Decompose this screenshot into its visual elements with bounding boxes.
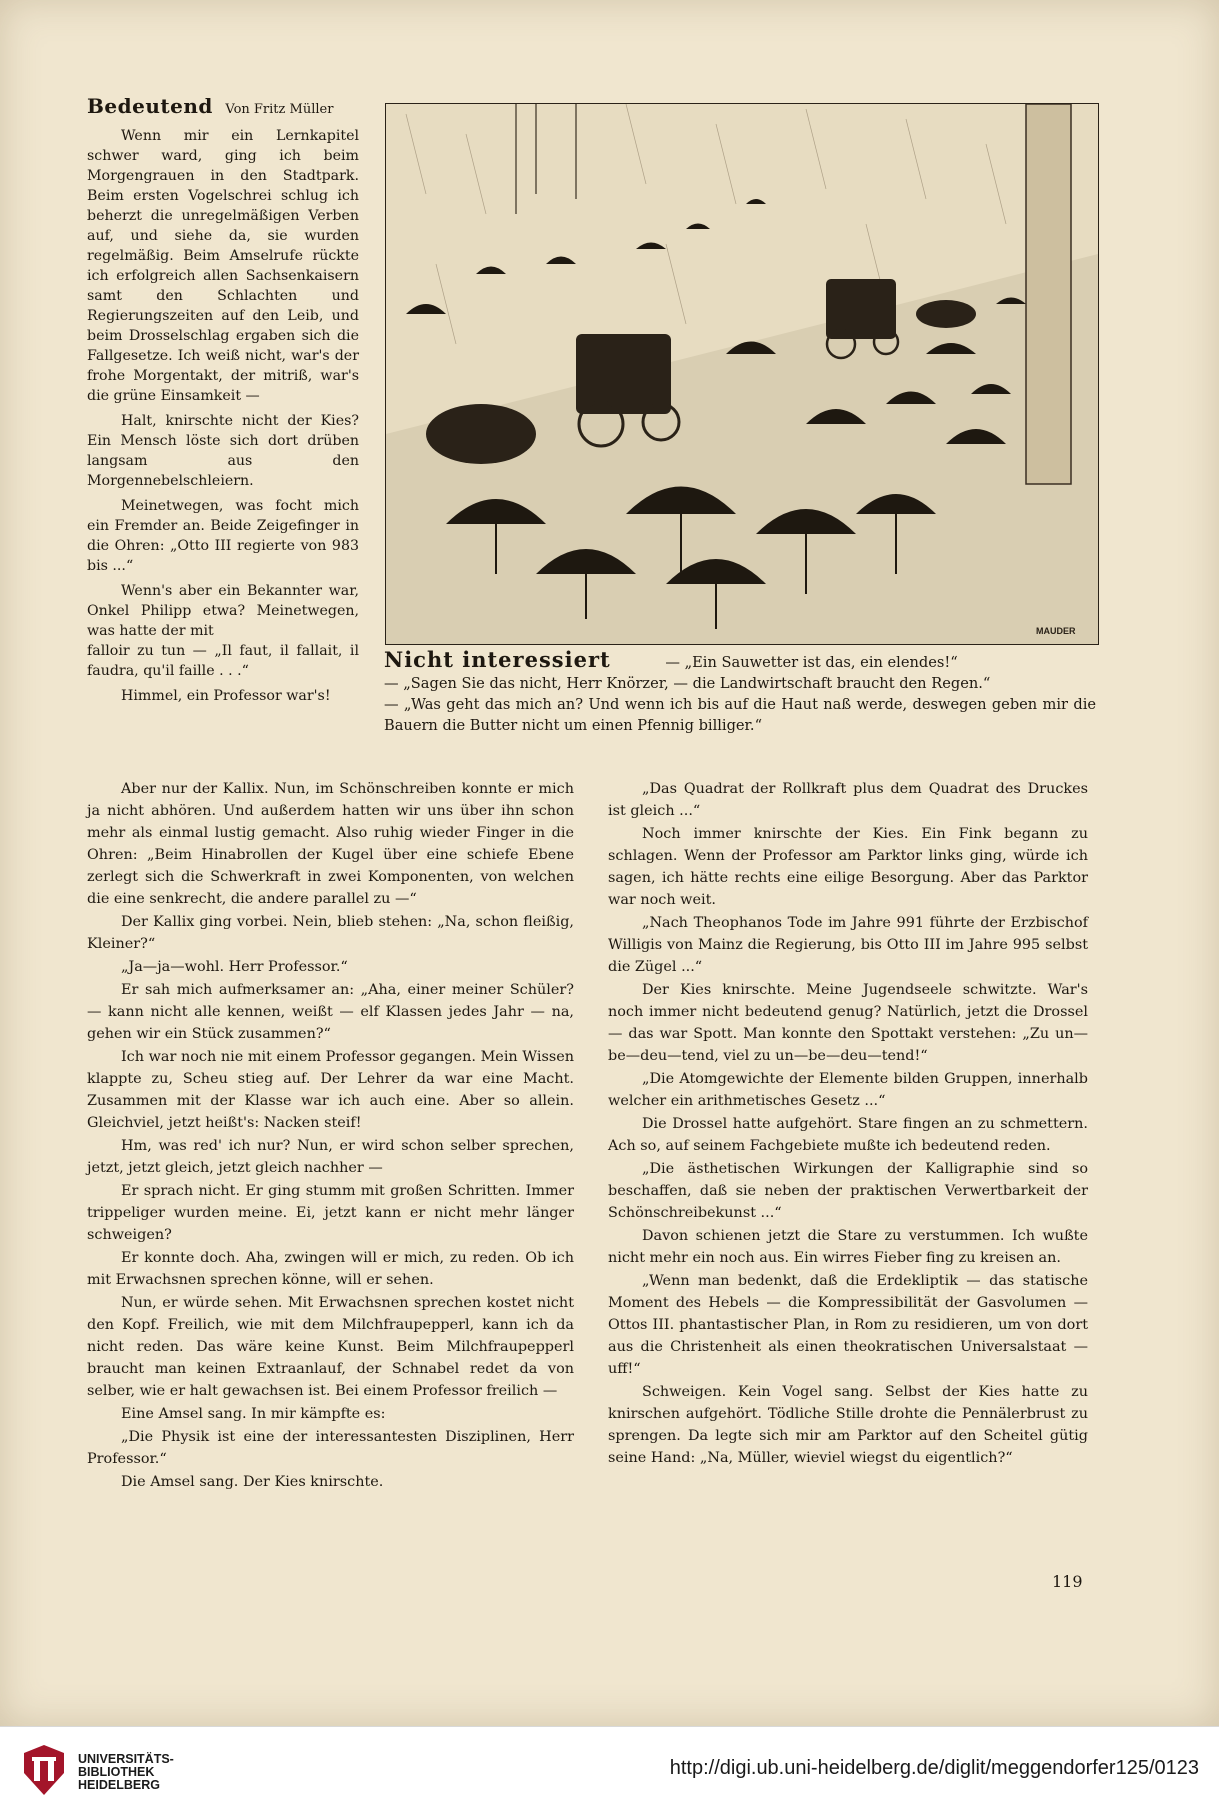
logo-line: BIBLIOTHEK bbox=[78, 1765, 155, 1779]
article-title: Bedeutend bbox=[87, 94, 213, 118]
rain-street-illustration bbox=[385, 103, 1099, 645]
caption-first-line bbox=[384, 649, 1096, 673]
caption-line: — „Sagen Sie das nicht, Herr Knörzer, — die Landwirtschaft braucht den Regen.“ bbox=[384, 675, 991, 692]
left-paragraph: Der Kallix ging vorbei. Nein, blieb stehen: „Na, schon fleißig, Kleiner?“ bbox=[87, 914, 574, 952]
permalink-url[interactable]: http://digi.ub.uni-heidelberg.de/diglit/meggendorfer125/0123 bbox=[669, 1757, 1199, 1779]
right-paragraph: Davon schienen jetzt die Stare zu verstummen. Ich wußte nicht mehr ein noch aus. Ein wirres Fieber fing zu kreisen an. bbox=[608, 1228, 1088, 1266]
left-paragraph: Eine Amsel sang. In mir kämpfte es: bbox=[121, 1406, 386, 1422]
illustration-caption bbox=[384, 649, 1096, 736]
intro-paragraph: falloir zu tun — „Il faut, il fallait, il faudra, qu'il faille . . .“ bbox=[87, 643, 359, 679]
intro-paragraph: Wenn's aber ein Bekannter war, Onkel Philipp etwa? Meinetwegen, was hatte der mit bbox=[87, 583, 359, 639]
rainy-street-umbrellas-illustration bbox=[386, 104, 1098, 644]
left-paragraph: „Die Physik ist eine der interessantesten Disziplinen, Herr Professor.“ bbox=[87, 1429, 574, 1467]
right-paragraph: „Wenn man bedenkt, daß die Erdekliptik — das statische Moment des Hebels — die Kompressibilität der Gasvolumen — Ottos III. phantastischer Plan, in Rom zu residieren, um von dort aus die Christenheit als einen theokratischen Universalstaat — uff!“ bbox=[608, 1273, 1088, 1377]
right-paragraph: „Die Atomgewichte der Elemente bilden Gruppen, innerhalb welcher ein arithmetisches Gesetz ...“ bbox=[608, 1071, 1088, 1109]
right-paragraph: Der Kies knirschte. Meine Jugendseele schwitzte. War's noch immer nicht bedeutend genug? Natürlich, jetzt die Drossel — das war Spott. Man konnte den Spottakt verstehen: „Zu un—be—deu—tend, viel zu un—be—deu—tend!“ bbox=[608, 982, 1088, 1064]
left-paragraph: Ich war noch nie mit einem Professor gegangen. Mein Wissen klappte zu, Scheu stieg auf. Der Lehrer da war eine Macht. Zusammen mit der Klasse war ich auch eine. Aber so allein. Gleichviel, jetzt heißt's: Nacken steif! bbox=[87, 1049, 574, 1131]
logo-line: UNIVERSITÄTS- bbox=[78, 1752, 174, 1766]
article-left-column bbox=[87, 778, 574, 1494]
intro-paragraph: Wenn mir ein Lernkapitel schwer ward, ging ich beim Morgengrauen in den Stadtpark. Beim ersten Vogelschrei schlug ich beherzt die unregelmäßigen Verben auf, und siehe da, sie wurden regelmäßig. Beim Amselrufe rückte ich erfolgreich allen Sachsenkaisern samt den Schlachten und Regierungszeiten auf den Leib, und beim Drosselschlag ergaben sich die Fallgesetze. Ich weiß nicht, war's der frohe Morgentakt, der mitriß, war's die grüne Einsamkeit — bbox=[87, 128, 359, 404]
left-paragraph: Er konnte doch. Aha, zwingen will er mich, zu reden. Ob ich mit Erwachsnen sprechen könne, will er sehen. bbox=[87, 1250, 574, 1288]
viewer-footer bbox=[0, 1726, 1219, 1815]
article-right-column bbox=[608, 778, 1088, 1470]
right-paragraph: „Die ästhetischen Wirkungen der Kalligraphie sind so beschaffen, daß sie neben der praktischen Verwertbarkeit der Schönschreibekunst ...“ bbox=[608, 1161, 1088, 1221]
page-number: 119 bbox=[1052, 1572, 1083, 1591]
right-paragraph: „Das Quadrat der Rollkraft plus dem Quadrat des Druckes ist gleich ...“ bbox=[608, 781, 1088, 819]
left-paragraph: Er sah mich aufmerksamer an: „Aha, einer meiner Schüler? — kann nicht alle kennen, weißt — elf Klassen jedes Jahr — na, gehen wir ein Stück zusammen?“ bbox=[87, 982, 574, 1042]
caption-line: — „Was geht das mich an? Und wenn ich bis auf die Haut naß werde, deswegen geben mir die Bauern die Butter nicht um einen Pfennig billiger.“ bbox=[384, 696, 1096, 734]
article-intro bbox=[87, 96, 359, 711]
right-paragraph: „Nach Theophanos Tode im Jahre 991 führte der Erzbischof Willigis von Mainz die Regierung, bis Otto III im Jahre 995 selbst die Zügel ...“ bbox=[608, 915, 1088, 975]
right-paragraph: Die Drossel hatte aufgehört. Stare fingen an zu schmettern. Ach so, auf seinem Fachgebiete mußte ich bedeutend reden. bbox=[608, 1116, 1088, 1154]
university-library-logo-icon[interactable] bbox=[20, 1743, 68, 1797]
left-paragraph: Er sprach nicht. Er ging stumm mit großen Schritten. Immer trippeliger wurden meine. Ei, jetzt kann er nicht mehr länger schweigen? bbox=[87, 1183, 574, 1243]
library-logo-text[interactable] bbox=[78, 1753, 174, 1792]
left-paragraph: Hm, was red' ich nur? Nun, er wird schon selber sprechen, jetzt, jetzt gleich, jetzt gleich nachher — bbox=[87, 1138, 574, 1176]
logo-line: HEIDELBERG bbox=[78, 1778, 160, 1792]
caption-title: Nicht interessiert bbox=[384, 647, 611, 672]
left-paragraph: Nun, er würde sehen. Mit Erwachsnen sprechen kostet nicht den Kopf. Freilich, wie mit dem Milchfraupepperl, kann ich da nicht reden. Das wäre keine Kunst. Beim Milchfraupepperl braucht man keinen Extraanlauf, der Schnabel redet da von selber, wie er halt gewachsen ist. Bei einem Professor freilich — bbox=[87, 1295, 574, 1399]
article-byline: Von Fritz Müller bbox=[225, 102, 334, 117]
intro-paragraph: Himmel, ein Professor war's! bbox=[121, 688, 331, 704]
illustration-signature: MAUDER bbox=[1036, 626, 1076, 636]
left-paragraph: Aber nur der Kallix. Nun, im Schönschreiben konnte er mich ja nicht abhören. Und außerdem hatten wir uns über ihn schon mehr als einmal lustig gemacht. Also ruhig wieder Finger in die Ohren: „Beim Hinabrollen der Kugel über eine schiefe Ebene zerlegt sich die Schwerkraft in zwei Komponenten, von welchen die eine senkrecht, die andere parallel zu —“ bbox=[87, 781, 574, 907]
left-paragraph: „Ja—ja—wohl. Herr Professor.“ bbox=[121, 959, 348, 975]
right-paragraph: Schweigen. Kein Vogel sang. Selbst der Kies hatte zu knirschen aufgehört. Tödliche Stille drohte die Pennälerbrust zu sprengen. Da legte sich mir am Parktor auf den Scheitel gütig seine Hand: „Na, Müller, wieviel wiegst du eigentlich?“ bbox=[608, 1384, 1088, 1466]
intro-paragraph: Halt, knirschte nicht der Kies? Ein Mensch löste sich dort drüben langsam aus den Morgennebelschleiern. bbox=[87, 413, 359, 489]
left-paragraph: Die Amsel sang. Der Kies knirschte. bbox=[121, 1474, 384, 1490]
right-paragraph: Noch immer knirschte der Kies. Ein Fink begann zu schlagen. Wenn der Professor am Parktor links ging, würde ich sagen, ich hätte rechts eine eilige Besorgung. Aber das Parktor war noch weit. bbox=[608, 826, 1088, 908]
caption-line: — „Ein Sauwetter ist das, ein elendes!“ bbox=[665, 654, 958, 671]
intro-paragraph: Meinetwegen, was focht mich ein Fremder an. Beide Zeigefinger in die Ohren: „Otto III regierte von 983 bis ...“ bbox=[87, 498, 359, 574]
article-heading bbox=[87, 96, 359, 120]
